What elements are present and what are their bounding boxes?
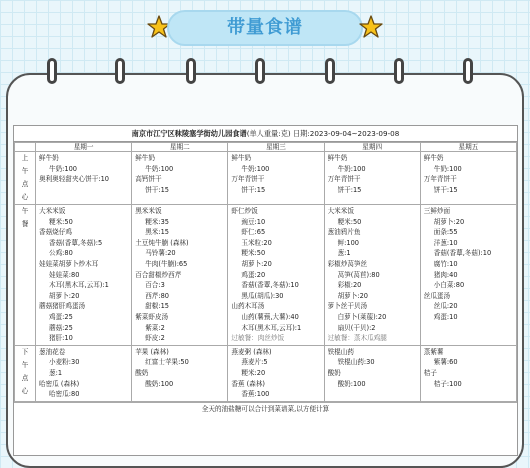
ingredient: 百合:3: [145, 281, 165, 290]
ingredient: 胡萝卜:20: [49, 291, 80, 300]
ingredient: 小麦粉:30: [49, 358, 80, 367]
dish-name: 虾仁炒饭: [231, 207, 258, 215]
dish-name: 百合甜椒炒西芹: [135, 270, 182, 279]
allergy-note: 过敏餐：蒸木瓜鸡腿: [327, 334, 387, 343]
menu-cell: [36, 152, 132, 205]
dish-name: 葱油花卷: [39, 347, 66, 356]
dish-name: 鲜牛奶: [39, 154, 59, 162]
binder-ring: [255, 58, 265, 84]
ingredient: 胡萝卜:20: [241, 259, 272, 268]
ingredient: 香菇(香蕈,冬菇):10: [433, 249, 492, 258]
dish-name: 高钙饼干: [135, 175, 162, 184]
day-header: 星期三: [228, 143, 324, 152]
ingredient: 哈密瓜:80: [49, 390, 80, 399]
ingredient: 酸奶:100: [145, 379, 174, 388]
menu-sheet: [13, 125, 518, 456]
dish-name: 万年青饼干: [231, 175, 265, 184]
ingredient: 鸡蛋:25: [49, 312, 73, 321]
dish-name: 蒸紫薯: [423, 347, 444, 356]
ingredient: 饼干:15: [241, 185, 266, 194]
page-title: 带量食谱: [167, 10, 363, 46]
ingredient: 饼干:15: [145, 185, 169, 194]
ingredient: 鸡蛋:10: [433, 312, 458, 321]
ingredient: 公鸡:80: [49, 249, 73, 258]
menu-cell: [228, 345, 324, 401]
ingredient: 西芹:80: [145, 291, 169, 300]
dish-name: 酸奶: [135, 368, 149, 377]
meal-label-char: 午: [21, 207, 29, 215]
dish-name: 香菇烧仔鸡: [39, 228, 72, 237]
ingredient: 山药(薯蓣,大薯):40: [241, 312, 299, 321]
binder-ring: [115, 58, 125, 84]
ingredient: 黑瓜(胡瓜):30: [241, 291, 284, 300]
dish-name: 鲜牛奶: [231, 154, 252, 162]
corner-cell: [15, 143, 36, 152]
ingredient: 鲆:100: [337, 238, 359, 247]
ingredient: 酸奶:100: [337, 379, 366, 388]
ingredient: 猪肝:10: [49, 334, 73, 343]
sheet-title: [14, 126, 517, 142]
meal-row: [15, 205, 517, 346]
ingredient: 娃娃菜:80: [49, 270, 80, 279]
ingredient: 牛奶:100: [145, 164, 174, 173]
dish-name: 蘑菇猪肝鸡蛋汤: [39, 302, 86, 311]
dish-name: 大米米饭: [327, 207, 354, 215]
ingredient: 虾仁:65: [241, 228, 266, 237]
dish-name: 香蕉 (森林): [231, 379, 265, 388]
ingredient: 面条:55: [433, 228, 458, 237]
meal-label-char: 上: [21, 154, 29, 162]
meal-label-char: 午: [21, 167, 29, 175]
ingredient: 洋葱:10: [433, 238, 458, 247]
dish-name: 三鲜炒面: [423, 207, 451, 215]
binder-ring: [325, 58, 335, 84]
dish-name: 丝瓜蛋汤: [423, 291, 451, 300]
ingredient: 胡萝卜:20: [337, 291, 368, 300]
ingredient: 黑米:15: [145, 228, 169, 237]
binder-ring: [463, 58, 473, 84]
ingredient: 桔子:100: [433, 379, 462, 388]
ingredient: 香菇(香蕈,冬菇):10: [241, 281, 299, 290]
dish-name: 鲜牛奶: [135, 154, 155, 162]
menu-cell: [420, 152, 516, 205]
day-header: 星期四: [324, 143, 420, 152]
menu-cell: [420, 205, 516, 346]
ingredient: 葱:1: [337, 249, 351, 258]
ingredient: 小白菜:80: [433, 281, 465, 290]
menu-cell: [36, 205, 132, 346]
ingredient: 紫薯:60: [433, 358, 458, 367]
ingredient: 虾皮:2: [145, 334, 165, 343]
dish-name: 大米米饭: [39, 207, 66, 215]
menu-table: [14, 142, 517, 402]
meal-label-char: 点: [21, 180, 29, 188]
meal-label: [15, 152, 36, 205]
day-header: 星期一: [36, 143, 132, 152]
ingredient: 木耳(黑木耳,云耳):1: [49, 281, 109, 290]
ingredient: 香菇(香蕈,冬菇):5: [49, 238, 103, 247]
meal-label-char: 午: [21, 360, 29, 369]
ingredient: 红富士苹果:50: [145, 358, 189, 367]
dish-name: 桔子: [423, 368, 437, 377]
ingredient: 马铃薯:20: [145, 249, 176, 258]
ingredient: 牛奶:100: [337, 164, 366, 173]
ingredient: 牛奶:100: [433, 164, 462, 173]
ingredient: 粳米:50: [49, 217, 73, 226]
menu-cell: [36, 345, 132, 401]
day-header: 星期五: [420, 143, 516, 152]
footer-note: 全天的油盐糖可以合计到菜谱菜,以方便计算: [14, 402, 517, 415]
ingredient: 香蕉:100: [241, 390, 270, 399]
ingredient: 饼干:15: [433, 185, 458, 194]
binder-ring: [47, 58, 57, 84]
dish-name: 山药木耳汤: [231, 302, 265, 311]
date-range: 日期:2023-09-04~2023-09-08: [292, 129, 400, 138]
ingredient: 粳米:35: [145, 217, 169, 226]
ingredient: 粳米:50: [241, 249, 266, 258]
meal-label-char: 下: [21, 347, 29, 356]
menu-cell: [228, 205, 324, 346]
star-icon: [359, 15, 383, 39]
dish-name: 铁棍山药: [327, 347, 354, 356]
ingredient: 豌豆:10: [241, 217, 266, 226]
menu-cell: [324, 205, 420, 346]
allergy-note: 过敏餐：肉丝炒饭: [231, 334, 285, 343]
meal-label-char: 餐: [21, 220, 29, 228]
dish-name: 万年青饼干: [423, 175, 457, 184]
ingredient: 铁棍山药:30: [337, 358, 375, 367]
meal-row: [15, 152, 517, 205]
dish-name: 奥利奥轻甜夹心饼干:10: [39, 175, 109, 184]
ingredient: 蘑菇:25: [49, 323, 73, 332]
ingredient: 粳米:20: [241, 368, 266, 377]
days-header-row: [15, 143, 517, 152]
ingredient: 玉米粒:20: [241, 238, 272, 247]
dish-name: 土豆炖牛腩 (森林): [135, 238, 189, 247]
ingredient: 木耳(黑木耳,云耳):1: [241, 323, 302, 332]
dish-name: 萝卜丝干贝汤: [327, 302, 368, 311]
meal-row: [15, 345, 517, 401]
ingredient: 扇贝(干贝):2: [337, 323, 376, 332]
meal-label-char: 点: [21, 373, 29, 382]
menu-cell: [132, 205, 228, 346]
meal-label: [15, 205, 36, 346]
day-header: 星期二: [132, 143, 228, 152]
dish-name: 紫菜虾皮汤: [135, 312, 169, 321]
dish-name: 万年青饼干: [327, 175, 361, 184]
ingredient: 饼干:15: [337, 185, 362, 194]
school-name: 南京市江宁区秣陵塞学街幼儿园食谱: [131, 129, 247, 138]
header: [0, 0, 530, 62]
meal-label-char: 心: [21, 386, 29, 395]
dish-name: 鲜牛奶: [327, 154, 348, 162]
meal-label: [15, 345, 36, 401]
ingredient: 甜椒:15: [145, 302, 169, 311]
dish-name: 酸奶: [327, 368, 341, 377]
dish-name: 娃娃菜胡萝卜炒木耳: [39, 259, 99, 268]
menu-cell: [324, 152, 420, 205]
ingredient: 莴笋(莴苣):80: [337, 270, 380, 279]
ingredient: 牛奶:100: [241, 164, 270, 173]
unit-note: (单人重量:克): [246, 129, 291, 138]
dish-name: 苹果 (森林): [135, 347, 169, 356]
ingredient: 鸡蛋:20: [241, 270, 266, 279]
ingredient: 白萝卜(莱菔):20: [337, 312, 387, 321]
dish-name: 哈密瓜 (森林): [39, 379, 80, 388]
menu-cell: [132, 152, 228, 205]
ingredient: 葱:1: [49, 368, 63, 377]
dish-name: 燕麦粥 (森林): [231, 347, 272, 356]
ingredient: 燕麦片:5: [241, 358, 268, 367]
ingredient: 彩椒:20: [337, 281, 362, 290]
ingredient: 牛奶:100: [49, 164, 77, 173]
binder-ring: [186, 58, 196, 84]
binder-ring: [394, 58, 404, 84]
menu-cell: [132, 345, 228, 401]
menu-cell: [324, 345, 420, 401]
dish-name: 鲜牛奶: [423, 154, 444, 162]
ingredient: 丝瓜:20: [433, 302, 458, 311]
menu-cell: [228, 152, 324, 205]
ingredient: 腐竹:10: [433, 259, 458, 268]
dish-name: 彩椒炒莴笋丝: [327, 259, 368, 268]
ingredient: 粳米:50: [337, 217, 362, 226]
ingredient: 紫菜:2: [145, 323, 165, 332]
meal-label-char: 心: [21, 193, 29, 201]
menu-cell: [420, 345, 516, 401]
ingredient: 胡萝卜:20: [433, 217, 465, 226]
ingredient: 猪肉:40: [433, 270, 458, 279]
dish-name: 黑米米饭: [135, 207, 162, 215]
dish-name: 葱油鸦片鱼: [327, 228, 361, 237]
ingredient: 牛肉(牛腩):65: [145, 259, 188, 268]
